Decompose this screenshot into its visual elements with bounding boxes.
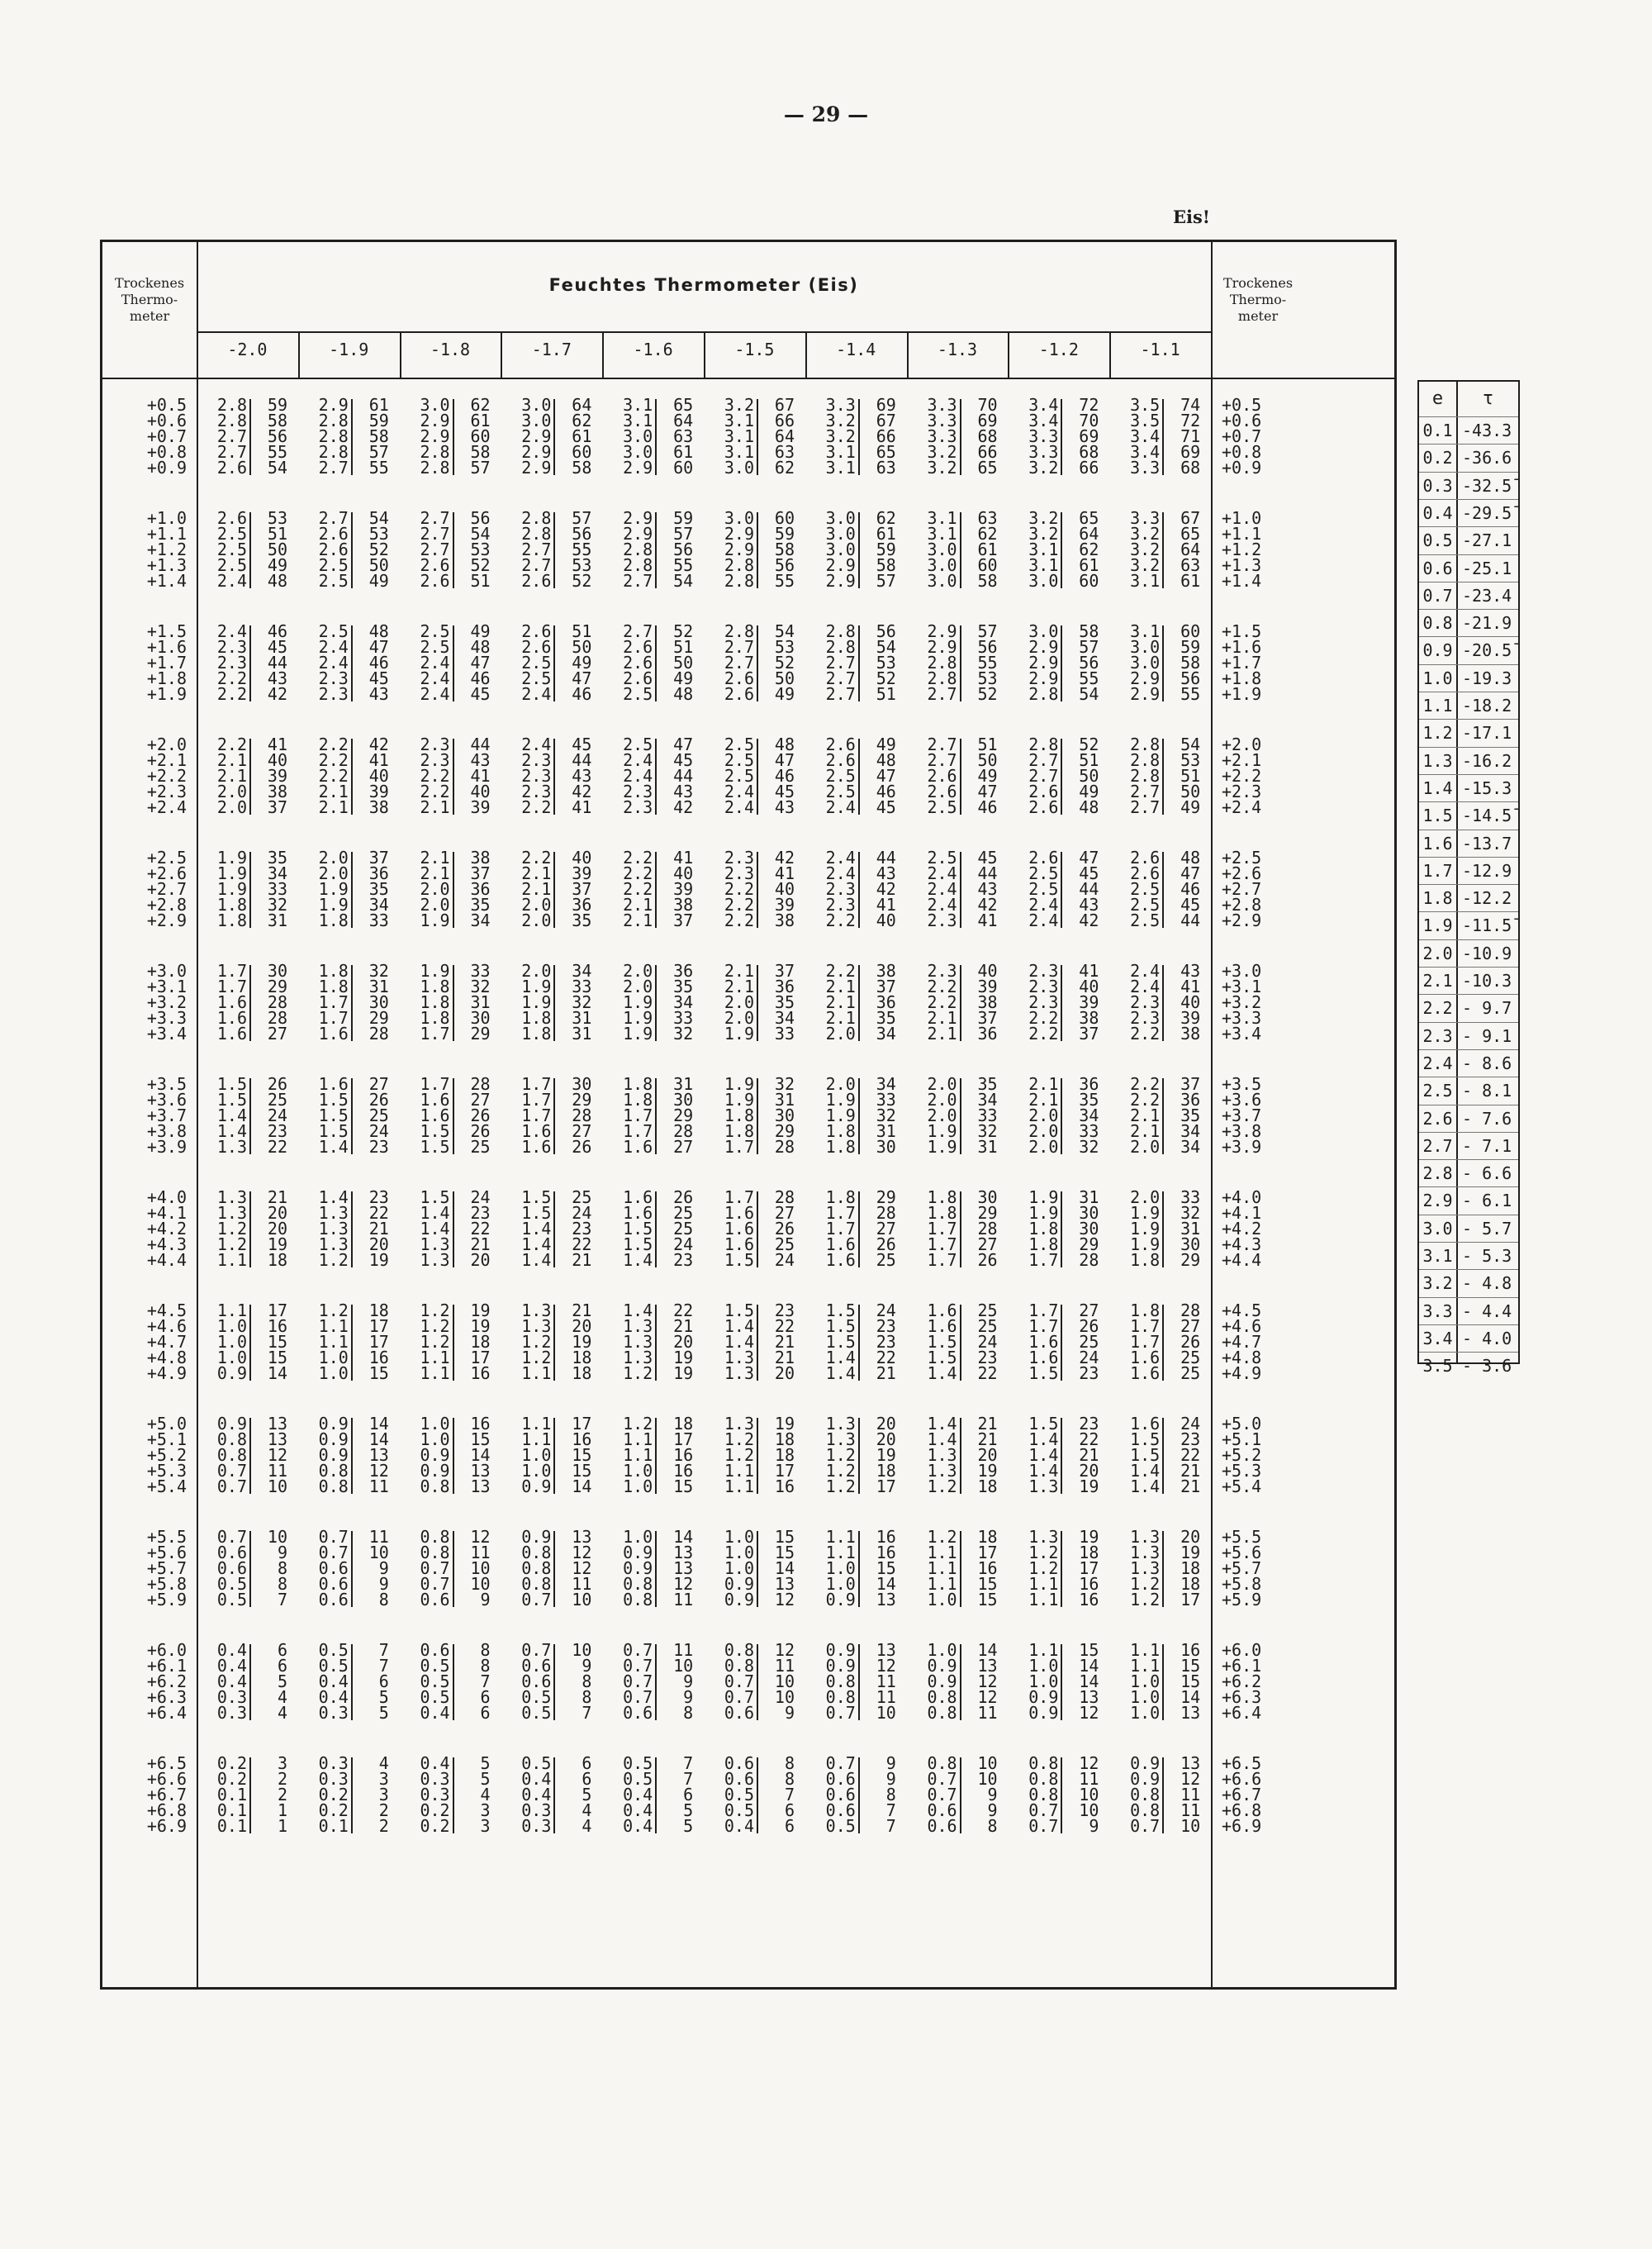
wet-col-header: -1.9 [329, 340, 369, 359]
table-cell: 1.1 1.1 1.0 1.0 0.9 17 16 15 15 14 [521, 1414, 592, 1496]
table-cell: 1.8 1.8 1.7 1.7 1.7 30 29 28 27 26 [927, 1187, 998, 1270]
table-cell: 2.3 2.3 2.2 2.2 2.1 44 43 41 40 39 [420, 735, 491, 817]
table-cell: 1.0 0.9 0.9 0.8 0.8 14 13 13 12 11 [623, 1527, 694, 1609]
table-cell: 0.9 0.8 0.8 0.8 0.7 13 12 12 11 10 [521, 1527, 592, 1609]
table-cell: 1.7 1.7 1.7 1.6 1.6 30 29 28 27 26 [521, 1074, 592, 1157]
table-cell: 1.5 1.5 1.4 1.4 1.4 25 24 23 22 21 [521, 1187, 592, 1270]
table-cell: 2.6 2.6 2.5 2.5 2.4 51 50 49 47 46 [521, 621, 592, 704]
dry-temp-left: +3.0 +3.1 +3.2 +3.3 +3.4 [146, 961, 187, 1044]
dry-temp-left: +4.0 +4.1 +4.2 +4.3 +4.4 [146, 1187, 187, 1270]
table-cell: 3.1 3.1 3.0 3.0 3.0 63 62 61 60 58 [927, 508, 998, 591]
dry-temp-left: +5.0 +5.1 +5.2 +5.3 +5.4 [146, 1414, 187, 1496]
dry-temp-right: +4.0 +4.1 +4.2 +4.3 +4.4 [1222, 1187, 1262, 1270]
table-cell: 1.5 1.4 1.4 1.3 1.3 23 22 21 21 20 [724, 1300, 795, 1383]
dry-temp-left: +6.5 +6.6 +6.7 +6.8 +6.9 [146, 1753, 187, 1836]
dry-temp-left: +0.5 +0.6 +0.7 +0.8 +0.9 [146, 395, 187, 478]
table-cell: 1.5 1.5 1.4 1.4 1.3 26 25 24 23 22 [216, 1074, 287, 1157]
table-cell: 2.0 1.9 1.9 1.9 1.8 33 32 31 30 29 [1130, 1187, 1201, 1270]
table-cell: 0.6 0.6 0.5 0.5 0.4 8 8 7 6 6 [724, 1753, 795, 1836]
table-cell: 2.0 1.9 1.9 1.8 1.8 34 33 32 31 31 [521, 961, 592, 1044]
table-cell: 1.3 1.3 1.2 1.2 1.1 21 20 20 19 18 [216, 1187, 287, 1270]
table-cell: 1.6 1.5 1.5 1.5 1.4 27 26 25 24 23 [318, 1074, 389, 1157]
table-cell: 3.0 3.0 3.0 2.9 2.9 62 61 59 58 57 [825, 508, 896, 591]
table-cell: 3.1 3.1 3.0 3.0 2.9 65 64 63 61 60 [623, 395, 694, 478]
table-cell: 1.9 1.9 1.8 1.8 1.7 31 30 30 29 28 [1028, 1187, 1099, 1270]
table-cell: 2.8 2.7 2.7 2.6 2.6 52 51 50 49 48 [1028, 735, 1099, 817]
table-cell: 2.1 2.1 2.0 2.0 2.0 36 35 34 33 32 [1028, 1074, 1099, 1157]
table-cell: 2.5 2.5 2.5 2.4 2.4 48 47 46 45 43 [724, 735, 795, 817]
table-cell: 2.3 2.3 2.3 2.2 2.2 41 40 39 38 37 [1028, 961, 1099, 1044]
table-cell: 2.2 2.2 2.2 2.1 2.1 42 41 40 39 38 [318, 735, 389, 817]
table-cell: 2.1 2.1 2.0 2.0 1.9 37 36 35 34 33 [724, 961, 795, 1044]
table-cell: 0.8 0.8 0.7 0.7 0.6 12 11 10 10 9 [420, 1527, 491, 1609]
table-cell: 2.7 2.7 2.7 2.6 2.6 56 54 53 52 51 [420, 508, 491, 591]
wet-col-header: -1.4 [836, 340, 876, 359]
table-cell: 2.5 2.4 2.4 2.4 2.3 45 44 43 42 41 [927, 848, 998, 930]
table-cell: 3.3 3.2 3.2 3.1 3.1 69 67 66 65 63 [825, 395, 896, 478]
table-cell: 1.4 1.3 1.3 1.3 1.2 22 21 20 19 19 [623, 1300, 694, 1383]
table-cell: 0.7 0.7 0.7 0.7 0.6 11 10 9 9 8 [623, 1640, 694, 1723]
table-cell: 0.9 0.9 0.8 0.8 0.7 13 12 11 11 10 [1130, 1753, 1201, 1836]
table-cell: 1.1 1.1 1.0 1.0 0.9 16 16 15 14 13 [825, 1527, 896, 1609]
table-cell: 1.9 1.9 1.9 1.8 1.8 35 34 33 32 31 [216, 848, 287, 930]
table-cell: 2.8 2.8 2.8 2.7 2.7 54 53 51 50 49 [1130, 735, 1201, 817]
table-cell: 1.1 1.0 1.0 0.9 0.9 15 14 14 13 12 [1028, 1640, 1099, 1723]
dry-temp-right: +6.0 +6.1 +6.2 +6.3 +6.4 [1222, 1640, 1262, 1723]
table-cell: 2.8 2.8 2.7 2.7 2.6 57 56 55 53 52 [521, 508, 592, 591]
side-table-row: 0.7 -23.4 [1419, 582, 1518, 610]
table-cell: 3.0 2.9 2.9 2.8 2.8 60 59 58 56 55 [724, 508, 795, 591]
table-cell: 1.6 1.5 1.5 1.4 1.4 24 23 22 21 21 [1130, 1414, 1201, 1496]
table-cell: 1.1 1.1 1.0 1.0 1.0 16 15 15 14 13 [1130, 1640, 1201, 1723]
side-table-row: 1.5 -14.5̄ [1419, 801, 1518, 830]
dry-temp-right: +3.5 +3.6 +3.7 +3.8 +3.9 [1222, 1074, 1262, 1157]
side-table-row: 2.9 - 6.1 [1419, 1186, 1518, 1215]
side-table-row: 1.0 -19.3 [1419, 664, 1518, 692]
side-table-row: 0.5 -27.1 [1419, 526, 1518, 554]
side-table-row: 1.3 -16.2 [1419, 747, 1518, 775]
table-cell: 2.4 2.4 2.3 2.3 2.2 44 43 42 41 40 [825, 848, 896, 930]
table-cell: 2.2 2.1 2.1 2.0 2.0 41 40 39 38 37 [216, 735, 287, 817]
side-table-row: 2.1 -10.3 [1419, 967, 1518, 995]
table-cell: 0.5 0.5 0.4 0.4 0.4 7 7 6 5 5 [623, 1753, 694, 1836]
table-cell: 0.8 0.8 0.7 0.7 0.6 12 11 10 10 9 [724, 1640, 795, 1723]
table-cell: 0.6 0.5 0.5 0.5 0.4 8 8 7 6 6 [420, 1640, 491, 1723]
table-cell: 0.9 0.8 0.8 0.7 0.7 13 13 12 11 10 [216, 1414, 287, 1496]
table-cell: 3.0 2.9 2.9 2.9 2.8 58 57 56 55 54 [1028, 621, 1099, 704]
dry-temp-right: +5.0 +5.1 +5.2 +5.3 +5.4 [1222, 1414, 1262, 1496]
table-cell: 1.2 1.1 1.1 1.1 1.0 18 17 16 15 15 [927, 1527, 998, 1609]
side-table-row: 2.3 - 9.1 [1419, 1022, 1518, 1050]
table-cell: 1.7 1.6 1.6 1.5 1.5 28 27 26 26 25 [420, 1074, 491, 1157]
table-cell: 1.9 1.8 1.8 1.8 1.7 33 32 31 30 29 [420, 961, 491, 1044]
table-cell: 2.7 2.6 2.6 2.5 2.5 54 53 52 50 49 [318, 508, 389, 591]
side-table-row: 0.4 -29.5̄ [1419, 499, 1518, 527]
table-cell: 2.9 2.8 2.8 2.8 2.7 61 59 58 57 55 [318, 395, 389, 478]
table-cell: 0.7 0.6 0.6 0.6 0.5 9 9 8 7 7 [825, 1753, 896, 1836]
side-table-row: 1.4 -15.3 [1419, 774, 1518, 802]
side-col-t-header: τ [1482, 388, 1494, 409]
wet-col-header: -1.5 [734, 340, 775, 359]
side-table-row: 0.1 -43.3 [1419, 416, 1518, 445]
wet-col-header: -1.8 [430, 340, 471, 359]
page-number: — 29 — [783, 102, 869, 126]
table-cell: 2.8 2.8 2.7 2.7 2.7 56 54 53 52 51 [825, 621, 896, 704]
dry-temp-right: +1.5 +1.6 +1.7 +1.8 +1.9 [1222, 621, 1262, 704]
dry-temp-left: +5.5 +5.6 +5.7 +5.8 +5.9 [146, 1527, 187, 1609]
dry-temp-right: +3.0 +3.1 +3.2 +3.3 +3.4 [1222, 961, 1262, 1044]
dry-temp-right: +5.5 +5.6 +5.7 +5.8 +5.9 [1222, 1527, 1262, 1609]
table-cell: 1.3 1.2 1.2 1.1 1.1 19 18 17 16 16 [1028, 1527, 1099, 1609]
table-cell: 2.6 2.6 2.5 2.5 2.4 49 48 47 46 45 [825, 735, 896, 817]
table-cell: 0.2 0.2 0.1 0.1 0.1 3 2 2 1 1 [216, 1753, 287, 1836]
side-table-row: 0.3 -32.5̄ [1419, 472, 1518, 500]
table-cell: 2.3 2.2 2.2 2.1 2.1 40 39 38 37 36 [927, 961, 998, 1044]
side-table-row: 1.9 -11.5̄ [1419, 911, 1518, 939]
table-cell: 2.9 2.9 2.8 2.8 2.7 59 57 56 55 54 [623, 508, 694, 591]
table-cell: 1.9 1.9 1.8 1.8 1.7 32 31 30 29 28 [724, 1074, 795, 1157]
left-dry-header: Trockenes Thermo- meter [114, 275, 185, 324]
table-cell: 2.4 2.3 2.3 2.2 2.2 46 45 44 43 42 [216, 621, 287, 704]
table-cell: 1.8 1.8 1.7 1.7 1.6 31 30 29 28 27 [623, 1074, 694, 1157]
table-cell: 2.2 2.1 2.1 2.0 2.0 40 39 37 36 35 [521, 848, 592, 930]
table-cell: 2.0 2.0 2.0 1.9 1.9 35 34 33 32 31 [927, 1074, 998, 1157]
table-cell: 2.4 2.3 2.3 2.3 2.2 45 44 43 42 41 [521, 735, 592, 817]
table-cell: 1.3 1.2 1.2 1.1 1.1 19 18 18 17 16 [724, 1414, 795, 1496]
table-cell: 2.5 2.4 2.4 2.3 2.3 47 45 44 43 42 [623, 735, 694, 817]
dry-temp-right: +4.5 +4.6 +4.7 +4.8 +4.9 [1222, 1300, 1262, 1383]
dry-temp-left: +3.5 +3.6 +3.7 +3.8 +3.9 [146, 1074, 187, 1157]
wet-col-header: -1.6 [633, 340, 673, 359]
dry-temp-left: +4.5 +4.6 +4.7 +4.8 +4.9 [146, 1300, 187, 1383]
table-cell: 2.2 2.2 2.1 2.1 2.0 37 36 35 34 34 [1130, 1074, 1201, 1157]
table-cell: 3.4 3.4 3.3 3.3 3.2 72 70 69 68 66 [1028, 395, 1099, 478]
side-table-row: 0.2 -36.6 [1419, 444, 1518, 472]
table-cell: 1.7 1.7 1.6 1.6 1.6 30 29 28 28 27 [216, 961, 287, 1044]
table-cell: 1.8 1.7 1.7 1.6 1.6 29 28 27 26 25 [825, 1187, 896, 1270]
table-cell: 3.3 3.2 3.2 3.2 3.1 67 65 64 63 61 [1130, 508, 1201, 591]
table-cell: 0.9 0.9 0.8 0.8 0.7 13 12 11 11 10 [825, 1640, 896, 1723]
table-cell: 0.8 0.7 0.7 0.6 0.6 10 10 9 9 8 [927, 1753, 998, 1836]
table-cell: 1.6 1.6 1.5 1.5 1.4 26 25 25 24 23 [623, 1187, 694, 1270]
table-cell: 2.1 2.1 2.0 2.0 1.9 38 37 36 35 34 [420, 848, 491, 930]
dry-temp-left: +2.0 +2.1 +2.2 +2.3 +2.4 [146, 735, 187, 817]
table-cell: 2.8 2.7 2.7 2.6 2.6 54 53 52 50 49 [724, 621, 795, 704]
side-table-row: 2.4 - 8.6 [1419, 1049, 1518, 1077]
dry-temp-right: +2.0 +2.1 +2.2 +2.3 +2.4 [1222, 735, 1262, 817]
table-cell: 1.5 1.4 1.4 1.3 1.3 24 23 22 21 20 [420, 1187, 491, 1270]
side-table-row: 1.1 -18.2 [1419, 692, 1518, 720]
table-cell: 1.3 1.3 1.2 1.2 1.1 21 20 19 18 18 [521, 1300, 592, 1383]
side-table-row: 1.6 -13.7 [1419, 830, 1518, 858]
table-cell: 0.5 0.5 0.4 0.4 0.3 7 7 6 5 5 [318, 1640, 389, 1723]
table-cell: 1.4 1.3 1.3 1.3 1.2 23 22 21 20 19 [318, 1187, 389, 1270]
table-cell: 1.3 1.3 1.2 1.2 1.2 20 20 19 18 17 [825, 1414, 896, 1496]
dry-temp-left: +1.5 +1.6 +1.7 +1.8 +1.9 [146, 621, 187, 704]
table-cell: 1.5 1.4 1.4 1.4 1.3 23 22 21 20 19 [1028, 1414, 1099, 1496]
right-dry-header: Trockenes Thermo- meter [1222, 275, 1294, 324]
table-cell: 1.6 1.6 1.5 1.5 1.4 25 25 24 23 22 [927, 1300, 998, 1383]
table-cell: 1.2 1.2 1.2 1.1 1.1 19 19 18 17 16 [420, 1300, 491, 1383]
table-cell: 1.0 0.9 0.9 0.8 0.8 14 13 12 12 11 [927, 1640, 998, 1723]
table-cell: 3.3 3.3 3.3 3.2 3.2 70 69 68 66 65 [927, 395, 998, 478]
wet-col-header: -1.7 [531, 340, 572, 359]
side-table-row: 2.8 - 6.6 [1419, 1159, 1518, 1187]
table-cell: 0.7 0.6 0.6 0.5 0.5 10 9 8 8 7 [216, 1527, 287, 1609]
table-cell: 1.5 1.5 1.5 1.4 1.4 24 23 23 22 21 [825, 1300, 896, 1383]
table-cell: 2.9 2.9 2.8 2.8 2.7 57 56 55 53 52 [927, 621, 998, 704]
side-table-row: 2.6 - 7.6 [1419, 1105, 1518, 1133]
side-table-row: 0.8 -21.9 [1419, 609, 1518, 637]
wet-col-header: -1.2 [1038, 340, 1079, 359]
table-cell: 1.2 1.1 1.1 1.0 1.0 18 17 17 16 15 [318, 1300, 389, 1383]
table-cell: 2.2 2.1 2.1 2.1 2.0 38 37 36 35 34 [825, 961, 896, 1044]
side-table-row: 2.2 - 9.7 [1419, 994, 1518, 1022]
table-cell: 1.1 1.0 1.0 1.0 0.9 17 16 15 15 14 [216, 1300, 287, 1383]
table-cell: 2.5 2.5 2.4 2.4 2.4 49 48 47 46 45 [420, 621, 491, 704]
table-cell: 2.2 2.2 2.2 2.1 2.1 41 40 39 38 37 [623, 848, 694, 930]
table-cell: 2.6 2.6 2.5 2.5 2.5 48 47 46 45 44 [1130, 848, 1201, 930]
table-cell: 2.6 2.5 2.5 2.5 2.4 53 51 50 49 48 [216, 508, 287, 591]
table-cell: 2.7 2.7 2.6 2.6 2.5 51 50 49 47 46 [927, 735, 998, 817]
side-table-row: 2.5 - 8.1 [1419, 1077, 1518, 1105]
table-cell: 3.0 2.9 2.9 2.8 2.8 62 61 60 58 57 [420, 395, 491, 478]
table-cell: 1.0 1.0 1.0 0.9 0.9 15 15 14 13 12 [724, 1527, 795, 1609]
side-table-row: 3.3 - 4.4 [1419, 1297, 1518, 1325]
side-table-row: 1.2 -17.1 [1419, 719, 1518, 747]
table-cell: 2.5 2.4 2.4 2.3 2.3 48 47 46 45 43 [318, 621, 389, 704]
table-cell: 1.2 1.1 1.1 1.0 1.0 18 17 16 16 15 [623, 1414, 694, 1496]
dry-temp-left: +2.5 +2.6 +2.7 +2.8 +2.9 [146, 848, 187, 930]
dry-temp-right: +6.5 +6.6 +6.7 +6.8 +6.9 [1222, 1753, 1262, 1836]
side-table-row: 1.8 -12.2 [1419, 884, 1518, 912]
table-cell: 0.9 0.9 0.9 0.8 0.8 14 14 13 12 11 [318, 1414, 389, 1496]
table-cell: 0.5 0.4 0.4 0.3 0.3 6 6 5 4 4 [521, 1753, 592, 1836]
table-cell: 2.8 2.8 2.7 2.7 2.6 59 58 56 55 54 [216, 395, 287, 478]
table-cell: 0.7 0.6 0.6 0.5 0.5 10 9 8 8 7 [521, 1640, 592, 1723]
wet-thermometer-title: Feuchtes Thermometer (Eis) [548, 275, 859, 295]
side-table-row: 0.6 -25.1 [1419, 554, 1518, 582]
side-table-row: 3.5 - 3.6 [1419, 1352, 1518, 1380]
table-cell: 2.0 2.0 1.9 1.9 1.8 37 36 35 34 33 [318, 848, 389, 930]
table-cell: 3.5 3.5 3.4 3.4 3.3 74 72 71 69 68 [1130, 395, 1201, 478]
wet-col-header: -2.0 [227, 340, 268, 359]
table-cell: 1.7 1.7 1.6 1.6 1.5 27 26 25 24 23 [1028, 1300, 1099, 1383]
table-cell: 2.0 2.0 1.9 1.9 1.9 36 35 34 33 32 [623, 961, 694, 1044]
table-cell: 0.3 0.3 0.2 0.2 0.1 4 3 3 2 2 [318, 1753, 389, 1836]
table-cell: 0.7 0.7 0.6 0.6 0.6 11 10 9 9 8 [318, 1527, 389, 1609]
humidity-table [100, 240, 1397, 1990]
side-table-row: 3.1 - 5.3 [1419, 1242, 1518, 1270]
table-cell: 1.4 1.4 1.3 1.3 1.2 21 21 20 19 18 [927, 1414, 998, 1496]
side-table-row: 2.0 -10.9 [1419, 939, 1518, 968]
table-cell: 3.0 3.0 2.9 2.9 2.9 64 62 61 60 58 [521, 395, 592, 478]
side-table-row: 2.7 - 7.1 [1419, 1132, 1518, 1160]
table-cell: 2.6 2.5 2.5 2.4 2.4 47 45 44 43 42 [1028, 848, 1099, 930]
table-cell: 2.4 2.4 2.3 2.3 2.2 43 41 40 39 38 [1130, 961, 1201, 1044]
header-note: Eis! [1173, 207, 1211, 227]
table-cell: 3.1 3.0 3.0 2.9 2.9 60 59 58 56 55 [1130, 621, 1201, 704]
vapor-pressure-table [1417, 380, 1520, 1377]
table-cell: 1.8 1.8 1.7 1.7 1.6 32 31 30 29 28 [318, 961, 389, 1044]
side-table-row: 3.4 - 4.0 [1419, 1324, 1518, 1353]
table-cell: 3.2 3.1 3.1 3.1 3.0 67 66 64 63 62 [724, 395, 795, 478]
table-cell: 2.3 2.3 2.2 2.2 2.2 42 41 40 39 38 [724, 848, 795, 930]
side-table-row: 3.2 - 4.8 [1419, 1269, 1518, 1297]
side-col-e-header: e [1431, 388, 1444, 409]
table-cell: 2.7 2.6 2.6 2.6 2.5 52 51 50 49 48 [623, 621, 694, 704]
dry-temp-right: +1.0 +1.1 +1.2 +1.3 +1.4 [1222, 508, 1262, 591]
side-table-row: 3.0 - 5.7 [1419, 1215, 1518, 1243]
table-cell: 2.0 1.9 1.9 1.8 1.8 34 33 32 31 30 [825, 1074, 896, 1157]
table-cell: 1.8 1.7 1.7 1.6 1.6 28 27 26 25 25 [1130, 1300, 1201, 1383]
side-table-row: 1.7 -12.9 [1419, 857, 1518, 885]
dry-temp-left: +1.0 +1.1 +1.2 +1.3 +1.4 [146, 508, 187, 591]
table-cell: 1.7 1.6 1.6 1.6 1.5 28 27 26 25 24 [724, 1187, 795, 1270]
side-table-row: 0.9 -20.5̄ [1419, 636, 1518, 664]
dry-temp-right: +2.5 +2.6 +2.7 +2.8 +2.9 [1222, 848, 1262, 930]
table-cell: 0.4 0.3 0.3 0.2 0.2 5 5 4 3 3 [420, 1753, 491, 1836]
table-cell: 1.0 1.0 0.9 0.9 0.8 16 15 14 13 13 [420, 1414, 491, 1496]
table-cell: 0.8 0.8 0.8 0.7 0.7 12 11 10 10 9 [1028, 1753, 1099, 1836]
dry-temp-left: +6.0 +6.1 +6.2 +6.3 +6.4 [146, 1640, 187, 1723]
wet-col-header: -1.3 [937, 340, 978, 359]
dry-temp-right: +0.5 +0.6 +0.7 +0.8 +0.9 [1222, 395, 1262, 478]
table-cell: 3.2 3.2 3.1 3.1 3.0 65 64 62 61 60 [1028, 508, 1099, 591]
table-cell: 0.4 0.4 0.4 0.3 0.3 6 6 5 4 4 [216, 1640, 287, 1723]
table-cell: 1.3 1.3 1.3 1.2 1.2 20 19 18 18 17 [1130, 1527, 1201, 1609]
wet-col-header: -1.1 [1140, 340, 1180, 359]
